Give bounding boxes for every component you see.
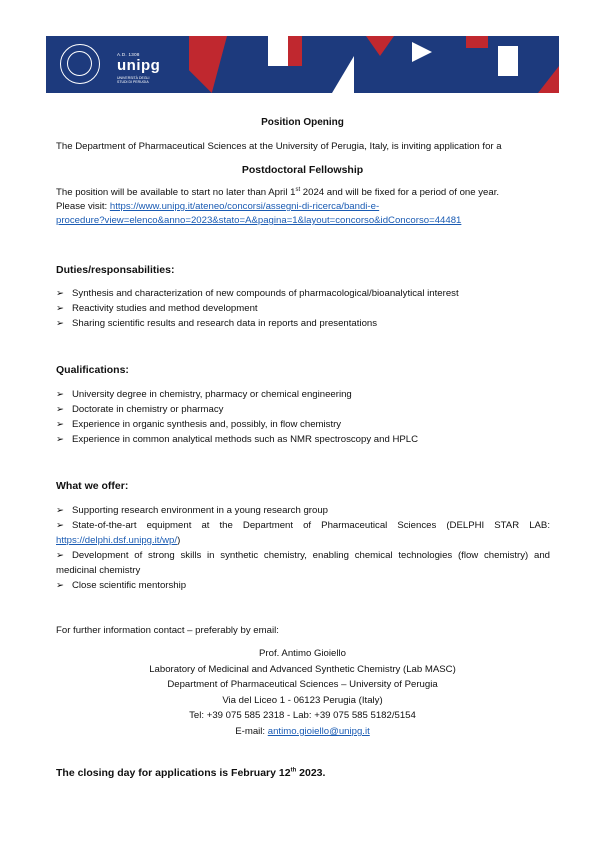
decor-shape (366, 36, 394, 56)
offer-list (56, 503, 550, 593)
arrow-bullet-icon: ➢ (56, 389, 65, 400)
decor-shape (288, 36, 302, 66)
arrow-bullet-icon: ➢ (56, 520, 65, 531)
arrow-bullet-icon: ➢ (56, 419, 65, 430)
duties-list (56, 286, 550, 331)
contact-phone: Tel: +39 075 585 2318 - Lab: +39 075 585 5182/5154 (189, 710, 416, 722)
decor-shape (466, 36, 488, 48)
availability-text: The position will be available to start no later than April 1st 2024 and will be fixed for a period of one year. Please visit: https://www.unipg.it/ateneo/concorsi/assegni-di-ricerca/bandi-e- procedure?view=elenco&anno=2023&stato=A&pagina=1&layout=concorso&idConcorso=44481 (56, 186, 500, 226)
contact-intro: For further information contact – preferably by email: (56, 625, 279, 636)
decor-shape (498, 46, 518, 76)
contact-department: Department of Pharmaceutical Sciences – University of Perugia (167, 679, 438, 691)
logo-name: unipg (117, 57, 161, 74)
arrow-bullet-icon: ➢ (56, 434, 65, 445)
closing-date: The closing day for applications is February 12th 2023. (56, 767, 326, 779)
list-item: ➢ Experience in organic synthesis and, possibly, in flow chemistry (56, 419, 342, 430)
qualifications-list (56, 387, 550, 447)
list-item: ➢ Sharing scientific results and research data in reports and presentations (56, 318, 378, 329)
list-item: ➢ University degree in chemistry, pharmacy or chemical engineering (56, 389, 352, 400)
arrow-bullet-icon: ➢ (56, 303, 65, 314)
decor-shape (538, 66, 559, 93)
email-link[interactable]: antimo.gioiello@unipg.it (267, 725, 370, 737)
header-banner (46, 36, 559, 93)
job-link-continued[interactable]: procedure?view=elenco&anno=2023&stato=A&pagina=1&layout=concorso&idConcorso=44481 (56, 215, 462, 226)
offer-heading: What we offer: (56, 480, 129, 492)
arrow-bullet-icon: ➢ (56, 580, 65, 591)
arrow-bullet-icon: ➢ (56, 318, 65, 329)
arrow-bullet-icon: ➢ (56, 404, 65, 415)
delphi-link[interactable]: https://delphi.dsf.unipg.it/wp/ (56, 535, 178, 546)
contact-lab: Laboratory of Medicinal and Advanced Synthetic Chemistry (Lab MASC) (149, 663, 456, 675)
job-link[interactable]: https://www.unipg.it/ateneo/concorsi/assegni-di-ricerca/bandi-e- (109, 201, 380, 212)
intro-text: The Department of Pharmaceutical Sciences at the University of Perugia, Italy, is inviting application for a (56, 141, 502, 152)
arrow-bullet-icon: ➢ (56, 505, 65, 516)
decor-shape (268, 36, 288, 66)
university-seal-icon (60, 44, 100, 84)
list-item: ➢ Reactivity studies and method development (56, 303, 258, 314)
contact-address: Via del Liceo 1 - 06123 Perugia (Italy) (222, 694, 383, 706)
list-item: ➢ Experience in common analytical methods such as NMR spectroscopy and HPLC (56, 434, 419, 445)
decor-shape (412, 42, 432, 62)
arrow-bullet-icon: ➢ (56, 550, 65, 561)
decor-shape (332, 56, 354, 93)
list-item: ➢ Supporting research environment in a young research group (56, 505, 328, 516)
decor-shape (189, 36, 227, 93)
logo-subtitle: UNIVERSITÀ DEGLI STUDI DI PERUGIA (117, 76, 150, 84)
page-title: Position Opening (261, 117, 344, 128)
contact-block (0, 646, 605, 740)
contact-name: Prof. Antimo Gioiello (259, 648, 346, 659)
list-item: ➢ State-of-the-art equipment at the Department of Pharmaceutical Sciences (DELPHI STAR LAB: https://delphi.dsf.unipg.it/wp/) (56, 520, 550, 546)
qualifications-heading: Qualifications: (56, 364, 129, 376)
contact-email-row: E-mail: antimo.gioiello@unipg.it (235, 725, 370, 737)
list-item: ➢ Development of strong skills in synthetic chemistry, enabling chemical technologies (flow chemistry) and medicinal chemistry (56, 550, 550, 576)
list-item: ➢ Close scientific mentorship (56, 580, 187, 591)
list-item: ➢ Doctorate in chemistry or pharmacy (56, 404, 224, 415)
logo-year: A.D. 1308 (117, 52, 140, 57)
position-title: Postdoctoral Fellowship (241, 164, 364, 176)
arrow-bullet-icon: ➢ (56, 288, 65, 299)
duties-heading: Duties/responsabilities: (56, 264, 175, 276)
list-item: ➢ Synthesis and characterization of new compounds of pharmacological/bioanalytical interest (56, 288, 459, 299)
